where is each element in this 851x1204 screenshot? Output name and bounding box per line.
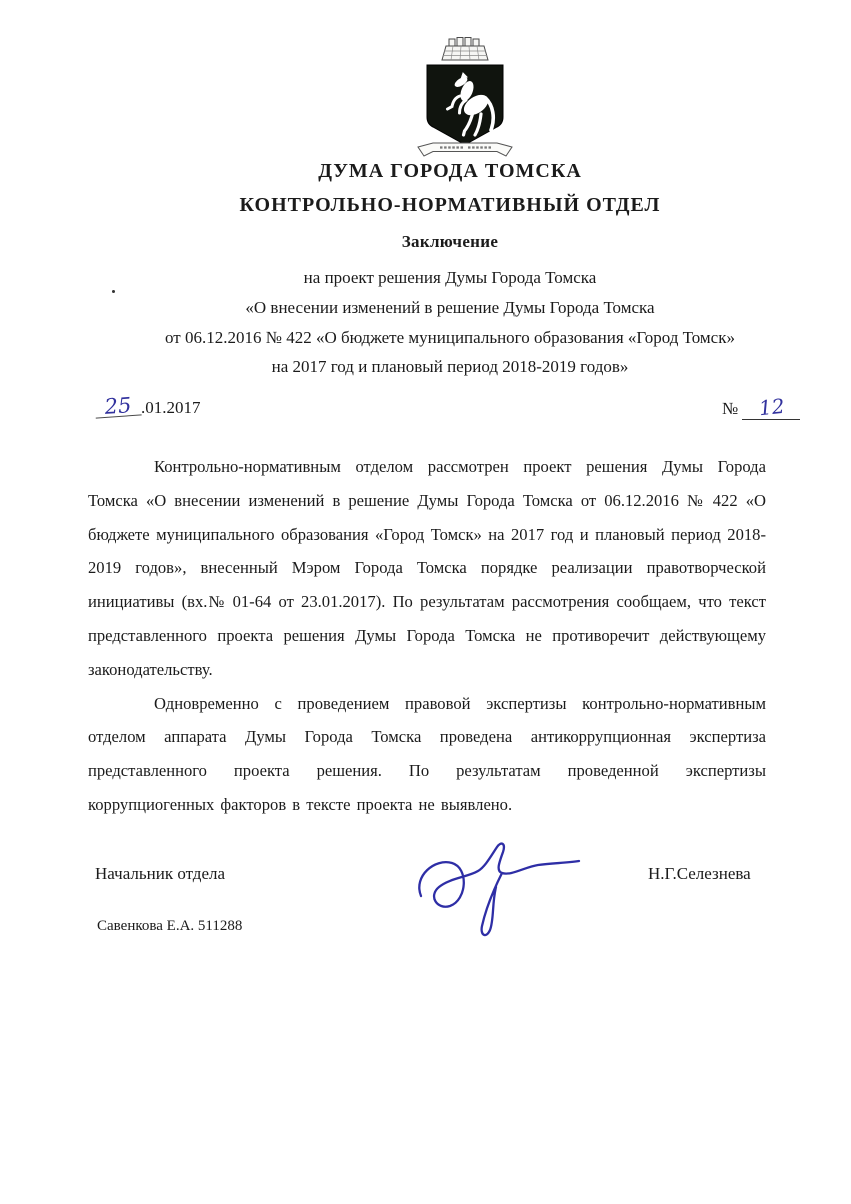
subtitle-line: на проект решения Думы Города Томска [303, 268, 597, 287]
date-suffix: .01.2017 [141, 398, 201, 417]
paragraph-anticorruption-review: Одновременно с проведением правовой экспертизы контрольно-нормативным отделом аппарата Думы Города Томска проведена антикоррупционная экспертиза представленного проекта решения. По результатам проведенной экспертизы коррупциогенных факторов в тексте проекта не выявлено. [88, 693, 766, 814]
department-name: КОНТРОЛЬНО-НОРМАТИВНЫЙ ОТДЕЛ [239, 194, 661, 216]
number-label: № [722, 399, 739, 418]
organization-name: ДУМА ГОРОДА ТОМСКА [318, 160, 582, 182]
date-field [95, 393, 201, 419]
handwritten-number: 12 [757, 393, 786, 421]
signer-position-title: Начальник отдела [95, 864, 226, 883]
handwritten-signature [405, 830, 595, 952]
mural-crown-icon [442, 38, 488, 61]
motto-ribbon-icon [418, 143, 512, 156]
subtitle-line: на 2017 год и плановый период 2018-2019 годов» [271, 357, 629, 376]
executor-contact: Савенкова Е.А. 511288 [97, 918, 243, 934]
handwritten-day: 25 [94, 394, 141, 418]
subtitle-line: от 06.12.2016 № 422 «О бюджете муниципального образования «Город Томск» [165, 328, 735, 347]
tomsk-coat-of-arms-icon [412, 36, 518, 158]
subtitle-line: «О внесении изменений в решение Думы Города Томска [245, 298, 655, 317]
document-title: Заключение [401, 232, 499, 251]
signer-name: Н.Г.Селезнева [648, 864, 751, 883]
document-body [88, 450, 766, 822]
document-number-field [722, 393, 800, 421]
paragraph-legal-review: Контрольно-нормативным отделом рассмотрен проект решения Думы Города Томска «О внесении изменений в решение Думы Города Томска от 06.12.2016 № 422 «О бюджете муниципального образования «Город Томск» на 2017 год и плановый период 2018-2019 годов», внесенный Мэром Города Томска порядке реализации правотворческой инициативы (вх.№ 01-64 от 23.01.2017). По результатам рассмотрения сообщаем, что текст представленного проекта решения Думы Города Томска не противоречит действующему законодательству. [88, 457, 766, 679]
scan-artifact-dot [112, 290, 115, 293]
